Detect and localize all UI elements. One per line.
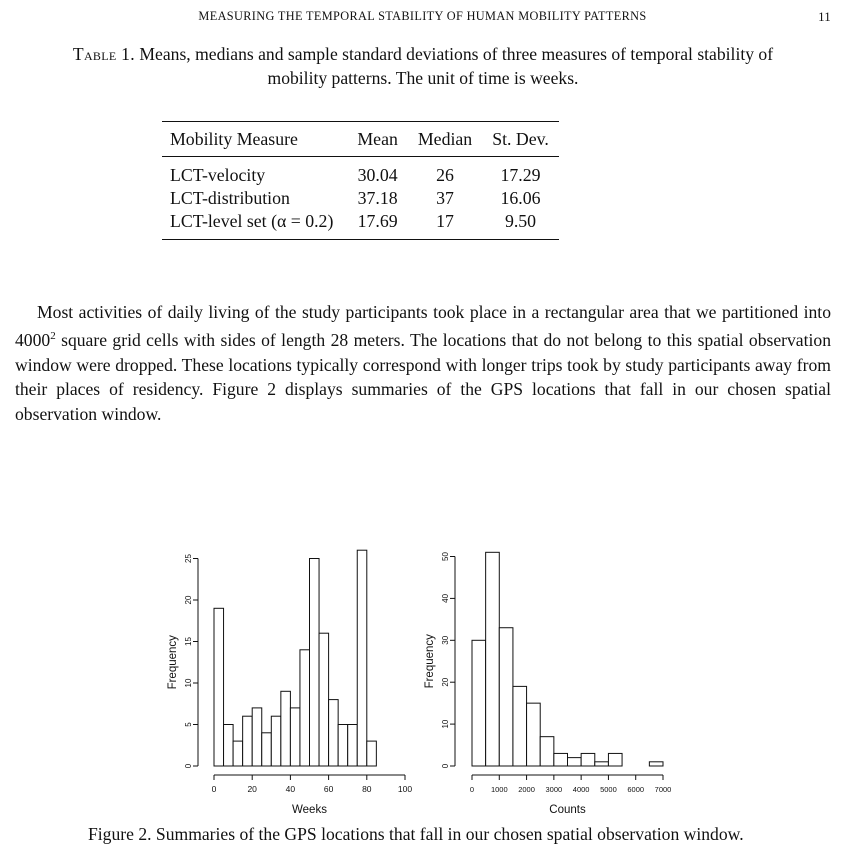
cell-measure: LCT-level set (α = 0.2): [170, 211, 334, 231]
histogram-bar: [540, 737, 554, 766]
y-tick-label: 0: [184, 763, 194, 769]
histogram-bar: [224, 725, 234, 767]
table-caption: [64, 42, 782, 90]
cell-stdev: 17.29: [500, 165, 541, 185]
cell-median: 37: [436, 188, 454, 208]
table-header-row: [162, 122, 559, 157]
x-tick-label: 40: [285, 784, 296, 794]
stats-table: [162, 121, 559, 240]
paragraph-text-start: Most activities of daily living of the study participants took place in a rectangular area that we partitioned into 4000: [15, 301, 831, 351]
y-tick-label: 20: [441, 677, 451, 687]
x-tick-label: 80: [362, 784, 372, 794]
histogram-bar: [319, 633, 329, 766]
histogram-bar: [233, 741, 243, 766]
running-head-title: MEASURING THE TEMPORAL STABILITY OF HUMAN MOBILITY PATTERNS: [198, 9, 647, 23]
cell-mean: 17.69: [357, 211, 398, 231]
y-tick-label: 50: [441, 552, 451, 561]
y-tick-label: 20: [184, 595, 194, 605]
histogram-bar: [499, 628, 513, 766]
histogram-bar: [243, 716, 253, 766]
x-tick-label: 4000: [572, 785, 590, 794]
cell-mean: 37.18: [357, 188, 398, 208]
table-row: [162, 157, 559, 188]
x-tick-label: 1000: [490, 785, 508, 794]
histogram-bar: [649, 762, 663, 766]
col-header-stdev: St. Dev.: [492, 128, 549, 149]
histogram-bar: [513, 686, 527, 766]
histogram-bar: [281, 691, 291, 766]
y-tick-label: 40: [441, 593, 451, 603]
histogram-bar: [595, 762, 609, 766]
histogram-bar: [367, 741, 377, 766]
col-header-mean: Mean: [357, 128, 398, 149]
histogram-bar: [581, 753, 595, 766]
histogram-bar: [214, 608, 224, 766]
x-axis-title: Counts: [549, 804, 586, 816]
cell-measure: LCT-velocity: [170, 165, 266, 185]
y-tick-label: 30: [441, 635, 451, 645]
histogram-bar: [554, 753, 568, 766]
histogram-bar: [271, 716, 281, 766]
x-tick-label: 60: [323, 784, 334, 794]
y-tick-label: 15: [184, 637, 194, 646]
x-tick-label: 6000: [627, 785, 645, 794]
x-tick-label: 3000: [545, 785, 563, 794]
cell-stdev: 9.50: [504, 211, 537, 231]
histogram-bar: [262, 733, 272, 766]
y-axis-title: Frequency: [424, 634, 436, 689]
y-tick-label: 25: [184, 554, 194, 563]
table-caption-label: Table 1.: [72, 44, 135, 64]
col-header-median: Median: [417, 128, 473, 149]
y-tick-label: 10: [441, 719, 451, 729]
table-row: [162, 210, 559, 240]
y-axis-title: Frequency: [167, 635, 179, 690]
histogram-bar: [348, 725, 358, 767]
histogram-counts: [424, 552, 671, 816]
histogram-bar: [472, 640, 486, 766]
body-paragraph: [15, 300, 831, 427]
x-tick-label: 100: [397, 784, 413, 794]
histogram-bar: [252, 708, 262, 766]
histogram-bar: [290, 708, 300, 766]
histogram-bar: [338, 725, 348, 767]
figure-2: [0, 470, 845, 822]
x-tick-label: 5000: [600, 785, 617, 794]
x-tick-label: 0: [211, 784, 217, 794]
col-header-measure: Mobility Measure: [170, 128, 298, 149]
figure-caption: Figure 2. Summaries of the GPS locations that fall in our chosen spatial observation window.: [88, 824, 744, 844]
table-caption-text: Means, medians and sample standard deviations of three measures of temporal stability of mobility patterns. The unit of time is weeks.: [134, 44, 774, 88]
y-tick-label: 0: [441, 763, 451, 769]
histogram-bar: [568, 758, 582, 766]
paragraph-superscript: 2: [50, 330, 56, 343]
histogram-bar: [357, 550, 367, 766]
cell-measure: LCT-distribution: [170, 188, 290, 208]
table-row: [162, 187, 559, 210]
cell-stdev: 16.06: [500, 188, 541, 208]
x-tick-label: 2000: [518, 785, 535, 794]
histogram-bar: [527, 703, 541, 766]
page-number: 11: [818, 9, 831, 24]
x-tick-label: 7000: [654, 785, 672, 794]
x-tick-label: 20: [247, 784, 257, 794]
cell-median: 26: [436, 165, 454, 185]
cell-median: 17: [436, 211, 454, 231]
histogram-bar: [310, 559, 320, 767]
y-tick-label: 10: [184, 678, 194, 688]
histogram-bar: [300, 650, 310, 766]
histogram-bar: [486, 552, 500, 766]
cell-mean: 30.04: [357, 165, 398, 185]
paragraph-text-end: square grid cells with sides of length 28 meters. The locations that do not belong to this spatial observation window were dropped. These locations typically correspond with longer trips took by study participants away from their places of residency. Figure 2 displays summaries of the GPS locations that fall in our chosen spatial observation window.: [15, 330, 831, 424]
histogram-weeks: [167, 550, 412, 816]
histogram-bar: [608, 753, 622, 766]
y-tick-label: 5: [184, 722, 194, 727]
histogram-bar: [329, 700, 339, 766]
x-tick-label: 0: [469, 785, 475, 794]
x-axis-title: Weeks: [292, 804, 327, 816]
